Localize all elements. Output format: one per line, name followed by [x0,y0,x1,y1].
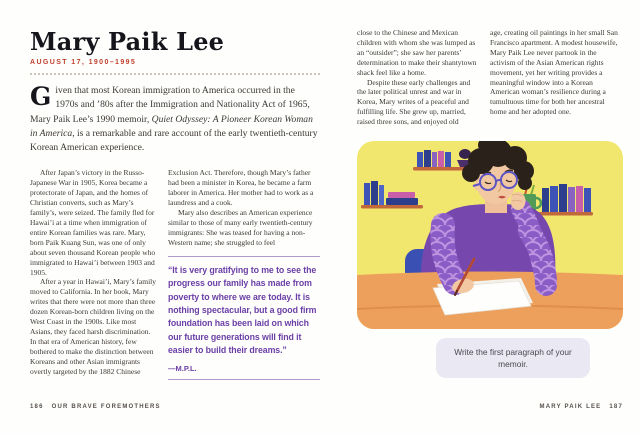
intro-text-post: , is a remarkable and rare account of the early twentieth-century Korean American experience. [30,127,318,154]
body-paragraph: Despite these early challenges and the later political unrest and war in Korea, Mary writes of a peaceful and fulfilling life. She grew up, married, raised three sons, and enjoyed old [357,77,471,127]
page-title: Mary Paik Lee [30,27,225,56]
quote-attribution: —M.P.L. [168,363,197,373]
life-dates: AUGUST 17, 1900–1995 [30,59,137,66]
dotted-divider [30,73,320,75]
left-page [30,27,320,380]
left-page-footer [30,404,161,410]
page-number: 186 [30,404,44,410]
column-2 [168,168,320,379]
intro-text-pre: iven that most Korean immigration to America occurred in the 1970s and ’80s after the Immigration and Nationality Act of 1965, Mary Paik Lee’s 1990 memoir, [30,85,310,125]
drop-cap: G [30,82,52,111]
right-page [357,28,623,378]
column-1 [357,28,478,127]
pull-quote [168,256,320,380]
intro-paragraph [30,84,320,155]
woman-writing-illustration [357,141,623,329]
illustration [357,141,623,329]
body-paragraph: age, creating oil paintings in her small San Francisco apartment. A modest housewife, Mary Paik Lee never partook in the activism of the Asian American rights movement, yet her writing provides a meaningful window into a Korean American woman’s resilience during a tumultuous time for both her ancestral home and her adopted one. [490,28,618,117]
left-page-columns [30,168,320,379]
running-head: MARY PAIK LEE [539,404,602,410]
column-2 [490,28,623,127]
writing-prompt: Write the first paragraph of your memoir. [436,338,590,378]
right-page-columns [357,28,623,127]
body-paragraph: close to the Chinese and Mexican children with whom she was lumped as an “outsider”; she saw her parents’ determination to make their shantytown shack feel like a home. [357,28,477,77]
page-number: 187 [609,404,623,410]
body-paragraph: Exclusion Act. Therefore, though Mary’s father had been a minister in Korea, he became a farm laborer in America. Her mother had to work as a laundress and a cook. [168,168,314,208]
body-paragraph: After Japan’s victory in the Russo-Japanese War in 1905, Korea became a protectorate of Japan, and the homes of Christian converts, such as Mary’s family’s, were seized. The family fled for Hawai’i at a time when immigration of entire Korean families was rare. Mary, born Paik Kuang Sun, was one of only about seven thousand Korean people who immigrated to Hawai’i between 1903 and 1905. [30,168,156,277]
column-1 [30,168,158,379]
body-paragraph: After a year in Hawai’i, Mary’s family moved to California. In her book, Mary writes that there were not more than three dozen Korean-born children living on the West Coast in the 1900s. Like most Asians, they faced harsh discrimination. In that era of American history, few bothered to make the distinction between Koreans and other Asian immigrants overtly targeted by the 1882 Chinese [30,277,156,376]
quote-text: “It is very gratifying to me to see the progress our family has made from poverty to where we are today. It is nothing spectacular, but a good firm foundation has been laid on which our future generations will find it easier to build their dreams.” [168,264,317,356]
running-head: OUR BRAVE FOREMOTHERS [51,404,161,410]
right-page-footer [540,404,623,410]
body-paragraph: Mary also describes an American experience similar to those of many early twentieth-century immigrants: She was teased for having a non-Western name; she struggled to feel [168,208,313,247]
book-title-italic: Quiet Odyssey: A Pioneer Korean Woman in America [30,113,313,139]
